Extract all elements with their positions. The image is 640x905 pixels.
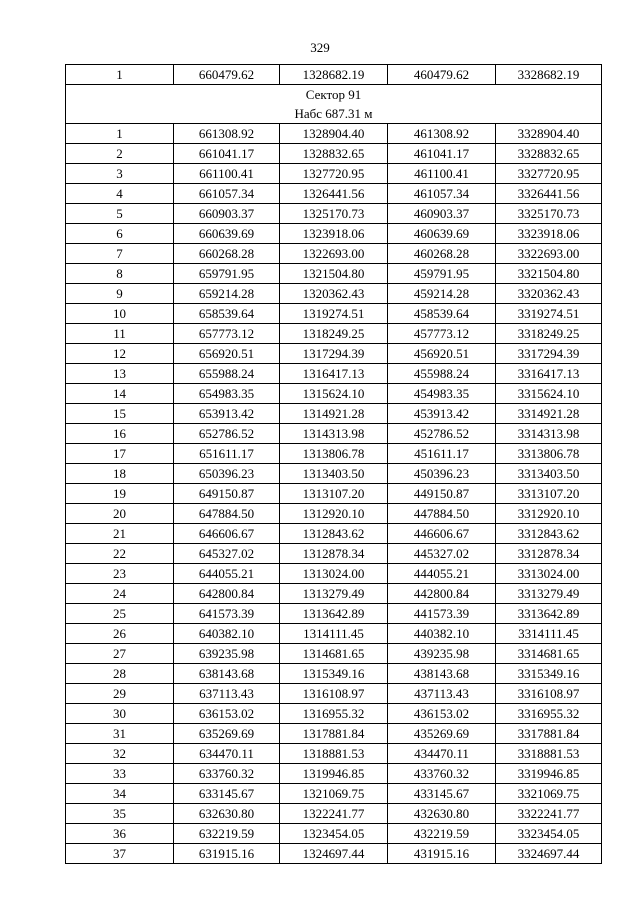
point-number-cell: 31: [66, 724, 174, 744]
table-row: [66, 304, 602, 324]
coordinate-cell: 3320362.43: [496, 284, 602, 304]
coordinate-cell: 654983.35: [174, 384, 280, 404]
coordinate-cell: 1322693.00: [280, 244, 388, 264]
coordinate-cell: 3328682.19: [496, 65, 602, 85]
coordinate-cell: 1328682.19: [280, 65, 388, 85]
point-number-cell: 7: [66, 244, 174, 264]
coordinate-cell: 431915.16: [388, 844, 496, 864]
coordinate-cell: 1314313.98: [280, 424, 388, 444]
coordinate-cell: 661041.17: [174, 144, 280, 164]
table-row: [66, 404, 602, 424]
coordinate-cell: 1314921.28: [280, 404, 388, 424]
point-number-cell: 6: [66, 224, 174, 244]
coordinate-cell: 3313024.00: [496, 564, 602, 584]
table-row: [66, 424, 602, 444]
coordinate-cell: 1328904.40: [280, 124, 388, 144]
coordinate-cell: 456920.51: [388, 344, 496, 364]
coordinate-cell: 1313403.50: [280, 464, 388, 484]
coordinate-cell: 633145.67: [174, 784, 280, 804]
point-number-cell: 8: [66, 264, 174, 284]
coordinate-cell: 3322241.77: [496, 804, 602, 824]
coordinate-cell: 435269.69: [388, 724, 496, 744]
coordinate-cell: 440382.10: [388, 624, 496, 644]
coordinate-cell: 3313107.20: [496, 484, 602, 504]
coordinate-cell: 650396.23: [174, 464, 280, 484]
sector-header-row: [66, 85, 602, 124]
coordinate-cell: 3321069.75: [496, 784, 602, 804]
coordinate-cell: 432630.80: [388, 804, 496, 824]
coordinates-table: [65, 64, 602, 864]
coordinate-cell: 1323454.05: [280, 824, 388, 844]
coordinate-cell: 457773.12: [388, 324, 496, 344]
coordinate-cell: 3327720.95: [496, 164, 602, 184]
table-row: [66, 344, 602, 364]
table-row: [66, 364, 602, 384]
coordinate-cell: 450396.23: [388, 464, 496, 484]
point-number-cell: 14: [66, 384, 174, 404]
point-number-cell: 4: [66, 184, 174, 204]
table-row: [66, 624, 602, 644]
coordinate-cell: 460479.62: [388, 65, 496, 85]
table-row: [66, 824, 602, 844]
coordinate-cell: 657773.12: [174, 324, 280, 344]
coordinate-cell: 656920.51: [174, 344, 280, 364]
coordinate-cell: 441573.39: [388, 604, 496, 624]
point-number-cell: 2: [66, 144, 174, 164]
coordinate-cell: 1316108.97: [280, 684, 388, 704]
coordinate-cell: 436153.02: [388, 704, 496, 724]
table-row: [66, 324, 602, 344]
table-row: [66, 184, 602, 204]
coordinate-cell: 461041.17: [388, 144, 496, 164]
coordinate-cell: 1321504.80: [280, 264, 388, 284]
coordinate-cell: 642800.84: [174, 584, 280, 604]
coordinate-cell: 660268.28: [174, 244, 280, 264]
coordinate-cell: 434470.11: [388, 744, 496, 764]
table-row: [66, 65, 602, 85]
coordinate-cell: 661308.92: [174, 124, 280, 144]
coordinate-cell: 3326441.56: [496, 184, 602, 204]
coordinate-cell: 1323918.06: [280, 224, 388, 244]
coordinate-cell: 460903.37: [388, 204, 496, 224]
coordinate-cell: 1317294.39: [280, 344, 388, 364]
coordinate-cell: 453913.42: [388, 404, 496, 424]
coordinate-cell: 3314921.28: [496, 404, 602, 424]
coordinate-cell: 1318249.25: [280, 324, 388, 344]
point-number-cell: 18: [66, 464, 174, 484]
coordinate-cell: 635269.69: [174, 724, 280, 744]
point-number-cell: 23: [66, 564, 174, 584]
coordinate-cell: 3316955.32: [496, 704, 602, 724]
coordinate-cell: 1313107.20: [280, 484, 388, 504]
point-number-cell: 21: [66, 524, 174, 544]
coordinate-cell: 661057.34: [174, 184, 280, 204]
coordinate-cell: 633760.32: [174, 764, 280, 784]
coordinate-cell: 3313642.89: [496, 604, 602, 624]
coordinate-cell: 660903.37: [174, 204, 280, 224]
point-number-cell: 29: [66, 684, 174, 704]
point-number-cell: 17: [66, 444, 174, 464]
coordinate-cell: 1316955.32: [280, 704, 388, 724]
table-row: [66, 684, 602, 704]
coordinate-cell: 660639.69: [174, 224, 280, 244]
coordinate-cell: 461100.41: [388, 164, 496, 184]
table-row: [66, 844, 602, 864]
coordinate-cell: 1312920.10: [280, 504, 388, 524]
coordinate-cell: 458539.64: [388, 304, 496, 324]
table-row: [66, 124, 602, 144]
table-row: [66, 244, 602, 264]
coordinate-cell: 3316108.97: [496, 684, 602, 704]
sector-height: Набс 687.31 м: [294, 106, 373, 121]
point-number-cell: 15: [66, 404, 174, 424]
coordinate-cell: 461308.92: [388, 124, 496, 144]
point-number-cell: 20: [66, 504, 174, 524]
coordinate-cell: 640382.10: [174, 624, 280, 644]
table-row: [66, 644, 602, 664]
coordinate-cell: 1313279.49: [280, 584, 388, 604]
point-number-cell: 10: [66, 304, 174, 324]
coordinate-cell: 3318881.53: [496, 744, 602, 764]
coordinate-cell: 1322241.77: [280, 804, 388, 824]
coordinate-cell: 3312843.62: [496, 524, 602, 544]
coordinate-cell: 1315349.16: [280, 664, 388, 684]
coordinate-cell: 639235.98: [174, 644, 280, 664]
coordinate-cell: 433760.32: [388, 764, 496, 784]
sector-title: Сектор 91: [305, 87, 362, 102]
coordinate-cell: 659214.28: [174, 284, 280, 304]
coordinate-cell: 437113.43: [388, 684, 496, 704]
coordinate-cell: 438143.68: [388, 664, 496, 684]
coordinate-cell: 3323918.06: [496, 224, 602, 244]
table-row: [66, 464, 602, 484]
point-number-cell: 25: [66, 604, 174, 624]
point-number-cell: 5: [66, 204, 174, 224]
table-row: [66, 444, 602, 464]
table-row: [66, 704, 602, 724]
coordinate-cell: 661100.41: [174, 164, 280, 184]
coordinate-cell: 1324697.44: [280, 844, 388, 864]
coordinate-cell: 632630.80: [174, 804, 280, 824]
point-number-cell: 12: [66, 344, 174, 364]
coordinate-cell: 461057.34: [388, 184, 496, 204]
point-number-cell: 24: [66, 584, 174, 604]
coordinate-cell: 1312843.62: [280, 524, 388, 544]
point-number-cell: 1: [66, 124, 174, 144]
coordinate-cell: 1325170.73: [280, 204, 388, 224]
table-row: [66, 544, 602, 564]
point-number-cell: 27: [66, 644, 174, 664]
coordinate-cell: 1317881.84: [280, 724, 388, 744]
coordinate-cell: 1313642.89: [280, 604, 388, 624]
coordinate-cell: 659791.95: [174, 264, 280, 284]
coordinate-cell: 3323454.05: [496, 824, 602, 844]
coordinate-cell: 3313403.50: [496, 464, 602, 484]
coordinate-cell: 459214.28: [388, 284, 496, 304]
table-row: [66, 604, 602, 624]
coordinate-cell: 652786.52: [174, 424, 280, 444]
coordinate-cell: 1314681.65: [280, 644, 388, 664]
coordinate-cell: 646606.67: [174, 524, 280, 544]
coordinate-cell: 1326441.56: [280, 184, 388, 204]
point-number-cell: 28: [66, 664, 174, 684]
table-row: [66, 724, 602, 744]
point-number-cell: 32: [66, 744, 174, 764]
table-row: [66, 764, 602, 784]
table-row: [66, 144, 602, 164]
coordinate-cell: 444055.21: [388, 564, 496, 584]
coordinate-cell: 451611.17: [388, 444, 496, 464]
coordinate-cell: 447884.50: [388, 504, 496, 524]
table-row: [66, 744, 602, 764]
coordinate-cell: 1321069.75: [280, 784, 388, 804]
coordinate-cell: 1319274.51: [280, 304, 388, 324]
point-number-cell: 36: [66, 824, 174, 844]
coordinate-cell: 432219.59: [388, 824, 496, 844]
coordinate-cell: 433145.67: [388, 784, 496, 804]
coordinate-cell: 1314111.45: [280, 624, 388, 644]
coordinate-cell: 460639.69: [388, 224, 496, 244]
coordinate-cell: 644055.21: [174, 564, 280, 584]
table-row: [66, 504, 602, 524]
table-row: [66, 264, 602, 284]
point-number-cell: 30: [66, 704, 174, 724]
coordinate-cell: 3313806.78: [496, 444, 602, 464]
coordinate-cell: 454983.35: [388, 384, 496, 404]
coordinate-cell: 3314681.65: [496, 644, 602, 664]
point-number-cell: 1: [66, 65, 174, 85]
point-number-cell: 34: [66, 784, 174, 804]
table-row: [66, 284, 602, 304]
coordinate-cell: 3319946.85: [496, 764, 602, 784]
coordinate-cell: 1319946.85: [280, 764, 388, 784]
coordinate-cell: 3315624.10: [496, 384, 602, 404]
table-row: [66, 784, 602, 804]
coordinate-cell: 660479.62: [174, 65, 280, 85]
coordinate-cell: 445327.02: [388, 544, 496, 564]
coordinate-cell: 3314313.98: [496, 424, 602, 444]
coordinate-cell: 653913.42: [174, 404, 280, 424]
table-row: [66, 564, 602, 584]
coordinate-cell: 637113.43: [174, 684, 280, 704]
coordinate-cell: 1315624.10: [280, 384, 388, 404]
coordinate-cell: 655988.24: [174, 364, 280, 384]
coordinate-cell: 641573.39: [174, 604, 280, 624]
coordinate-cell: 3315349.16: [496, 664, 602, 684]
point-number-cell: 26: [66, 624, 174, 644]
coordinate-cell: 3328832.65: [496, 144, 602, 164]
coordinate-cell: 636153.02: [174, 704, 280, 724]
point-number-cell: 13: [66, 364, 174, 384]
point-number-cell: 35: [66, 804, 174, 824]
coordinate-cell: 632219.59: [174, 824, 280, 844]
table-row: [66, 224, 602, 244]
coordinate-cell: 3325170.73: [496, 204, 602, 224]
coordinate-cell: 3328904.40: [496, 124, 602, 144]
coordinate-cell: 459791.95: [388, 264, 496, 284]
sector-header: [66, 85, 602, 124]
coordinate-cell: 1328832.65: [280, 144, 388, 164]
coordinate-cell: 446606.67: [388, 524, 496, 544]
coordinate-cell: 1312878.34: [280, 544, 388, 564]
coordinate-cell: 1327720.95: [280, 164, 388, 184]
table-row: [66, 384, 602, 404]
coordinate-cell: 3317294.39: [496, 344, 602, 364]
coordinate-cell: 647884.50: [174, 504, 280, 524]
coordinate-cell: 3312920.10: [496, 504, 602, 524]
point-number-cell: 37: [66, 844, 174, 864]
table-row: [66, 164, 602, 184]
coordinate-cell: 460268.28: [388, 244, 496, 264]
coordinate-cell: 3314111.45: [496, 624, 602, 644]
coordinate-cell: 3322693.00: [496, 244, 602, 264]
coordinate-cell: 452786.52: [388, 424, 496, 444]
coordinate-cell: 1313806.78: [280, 444, 388, 464]
coordinate-cell: 3316417.13: [496, 364, 602, 384]
table-row: [66, 804, 602, 824]
table-row: [66, 484, 602, 504]
point-number-cell: 3: [66, 164, 174, 184]
coordinate-cell: 439235.98: [388, 644, 496, 664]
coordinate-cell: 1320362.43: [280, 284, 388, 304]
coordinate-cell: 1313024.00: [280, 564, 388, 584]
coordinate-cell: 651611.17: [174, 444, 280, 464]
coordinate-cell: 1318881.53: [280, 744, 388, 764]
point-number-cell: 22: [66, 544, 174, 564]
point-number-cell: 33: [66, 764, 174, 784]
coordinate-cell: 649150.87: [174, 484, 280, 504]
point-number-cell: 19: [66, 484, 174, 504]
coordinate-cell: 634470.11: [174, 744, 280, 764]
coordinate-cell: 631915.16: [174, 844, 280, 864]
point-number-cell: 11: [66, 324, 174, 344]
table-row: [66, 204, 602, 224]
coordinate-cell: 3321504.80: [496, 264, 602, 284]
coordinate-cell: 658539.64: [174, 304, 280, 324]
coordinate-cell: 645327.02: [174, 544, 280, 564]
table-row: [66, 664, 602, 684]
coordinate-cell: 3324697.44: [496, 844, 602, 864]
coordinate-cell: 455988.24: [388, 364, 496, 384]
coordinate-cell: 3318249.25: [496, 324, 602, 344]
coordinate-cell: 638143.68: [174, 664, 280, 684]
table-row: [66, 584, 602, 604]
coordinate-cell: 3317881.84: [496, 724, 602, 744]
coordinate-cell: 1316417.13: [280, 364, 388, 384]
coordinate-cell: 3313279.49: [496, 584, 602, 604]
page-number: 329: [310, 40, 330, 55]
table-row: [66, 524, 602, 544]
coordinate-cell: 449150.87: [388, 484, 496, 504]
point-number-cell: 16: [66, 424, 174, 444]
point-number-cell: 9: [66, 284, 174, 304]
coordinate-cell: 3312878.34: [496, 544, 602, 564]
coordinate-cell: 442800.84: [388, 584, 496, 604]
coordinate-cell: 3319274.51: [496, 304, 602, 324]
